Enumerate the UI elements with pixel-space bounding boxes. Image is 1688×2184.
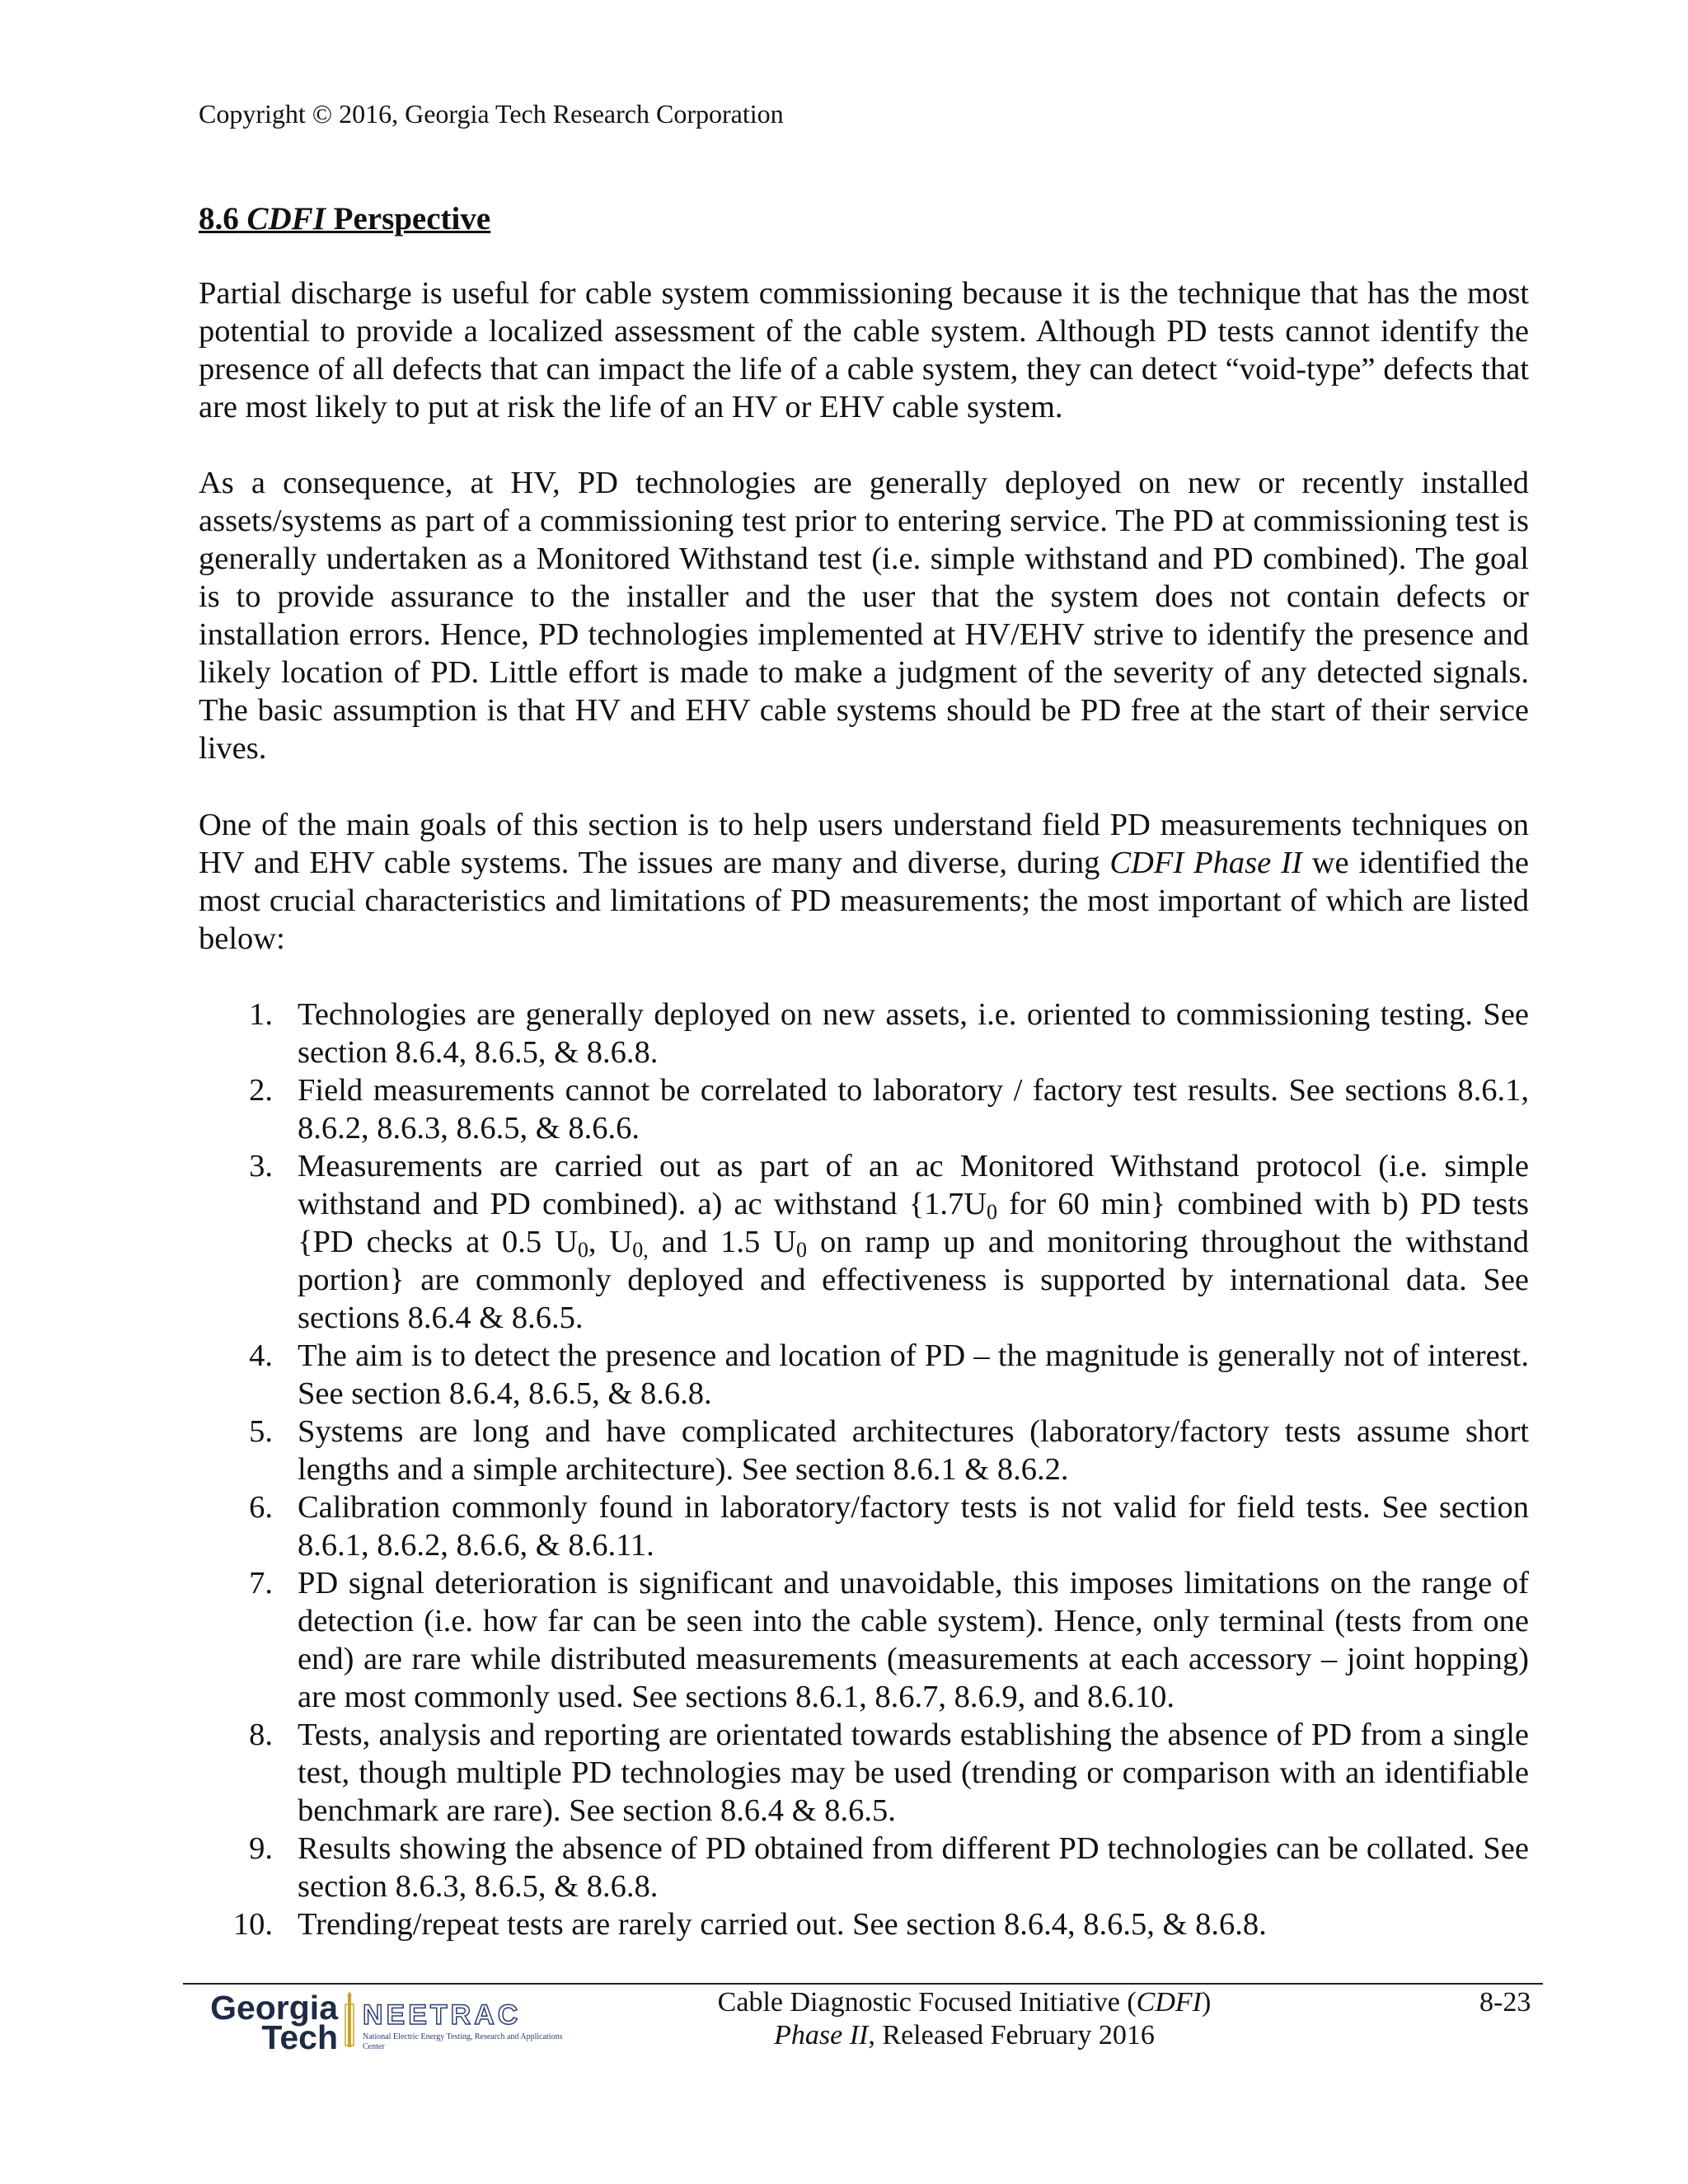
paragraph-3-italic: CDFI Phase II [1109,846,1302,880]
paragraph-3-part-b: we identified the most crucial characteristics and limitations of PD measurements; the most important of which are listed below: [199,846,1530,956]
list-item [199,1830,1529,1905]
footer-line-2 [626,2019,1302,2052]
list-number: 7. [249,1566,273,1601]
item3-part-d: and 1.5 U [648,1225,797,1259]
footer-citation [626,1986,1302,2052]
copyright-notice: Copyright © 2016, Georgia Tech Research Corporation [199,99,784,129]
limitations-list [199,996,1529,1943]
paragraph-2 [199,464,1529,767]
paragraph-3 [199,806,1529,958]
footer-line-2-b: , Released February 2016 [868,2020,1155,2050]
footer-line-2-italic: Phase II [774,2020,869,2050]
section-number: 8.6 [199,201,239,237]
paragraph-3-part-a: One of the main goals of this section is to help users understand field PD measurements techniques on HV and EHV cable systems. The issues are many and diverse, during [199,808,1529,880]
list-item-text: Results showing the absence of PD obtained from different PD technologies can be collated. See section 8.6.3, 8.6.5, & 8.6.8. [298,1831,1529,1904]
item3-part-b: for 60 min} combined with b) PD tests {PD checks at 0.5 U [298,1187,1530,1259]
list-number: 10. [232,1907,273,1942]
list-item-text: Field measurements cannot be correlated to laboratory / factory test results. See sections 8.6.1, 8.6.2, 8.6.3, 8.6.5, & 8.6.6. [298,1073,1529,1146]
section-heading [199,199,490,239]
list-item-text [298,1149,1529,1335]
footer-line-1-b: ) [1202,1987,1212,2018]
list-item [199,996,1529,1071]
list-item [199,1071,1529,1147]
list-item-text: Calibration commonly found in laboratory/factory tests is not valid for field tests. See section 8.6.1, 8.6.2, 8.6.6, & 8.6.11. [298,1490,1529,1563]
list-number: 9. [249,1831,273,1866]
list-item-text: PD signal deterioration is significant and unavoidable, this imposes limitations on the range of detection (i.e. how far can be seen into the cable system). Hence, only terminal (tests from one end) are rare while distributed measurements (measurements at each accessory – joint hopping) are most commonly used. See sections 8.6.1, 8.6.7, 8.6.9, and 8.6.10. [298,1566,1529,1714]
list-number: 5. [249,1414,273,1449]
subscript: 0 [577,1238,588,1262]
list-number: 2. [249,1073,273,1108]
list-item-text: The aim is to detect the presence and location of PD – the magnitude is generally not of interest. See section 8.6.4, 8.6.5, & 8.6.8. [298,1338,1529,1411]
logo-line-tech: Tech [261,2018,338,2056]
list-item [199,1905,1529,1943]
item3-part-a: Measurements are carried out as part of an ac Monitored Withstand protocol (i.e. simple withstand and PD combined). a) ac withstand {1.7U [298,1149,1529,1221]
subscript: 0 [987,1200,998,1224]
paragraph-2-text: As a consequence, at HV, PD technologies are generally deployed on new or recently installed assets/systems as part of a commissioning test prior to entering service. The PD at commissioning test is generally undertaken as a Monitored Withstand test (i.e. simple withstand and PD combined). The goal is to provide assurance to the installer and the user that the system does not contain defects or installation errors. Hence, PD technologies implemented at HV/EHV strive to identify the presence and likely location of PD. Little effort is made to make a judgment of the severity of any detected signals. The basic assumption is that HV and EHV cable systems should be PD free at the start of their service lives. [199,466,1529,766]
list-number: 1. [249,997,273,1032]
list-number: 3. [249,1149,273,1183]
section-title: Perspective [333,201,491,237]
list-item-text: Trending/repeat tests are rarely carried out. See section 8.6.4, 8.6.5, & 8.6.8. [298,1907,1267,1942]
footer-divider [183,1983,1543,1985]
footer-line-1-italic: CDFI [1136,1987,1202,2018]
paragraph-1-text: Partial discharge is useful for cable system commissioning because it is the technique that has the most potential to provide a localized assessment of the cable system. Although PD tests cannot identify the presence of all defects that can impact the life of a cable system, they can detect “void-type” defects that are most likely to put at risk the life of an HV or EHV cable system. [199,276,1529,424]
paragraph-3-text [199,806,1529,958]
list-number: 4. [249,1338,273,1373]
georgia-tech-logo [198,1989,338,2056]
list-item [199,1564,1529,1716]
neetrac-logo: NEETRAC [363,1999,522,2031]
item3-part-e: on ramp up and monitoring throughout the withstand portion} are commonly deployed and effectiveness is supported by international data. See sections 8.6.4 & 8.6.5. [298,1225,1529,1335]
tech-tower-icon [340,1991,359,2050]
list-item-text: Tests, analysis and reporting are orientated towards establishing the absence of PD from a single test, though multiple PD technologies may be used (trending or comparison with an identifiable benchmark are rare). See section 8.6.4 & 8.6.5. [298,1718,1529,1828]
page-number: 8-23 [1479,1987,1531,2018]
list-item-text: Technologies are generally deployed on new assets, i.e. oriented to commissioning testing. See section 8.6.4, 8.6.5, & 8.6.8. [298,997,1529,1070]
list-item [199,1716,1529,1830]
list-item [199,1337,1529,1413]
footer-line-1 [626,1986,1302,2019]
paragraph-1 [199,274,1529,426]
list-number: 8. [249,1718,273,1752]
list-item [199,1413,1529,1488]
logo-line-georgia: Georgia [210,1989,338,2027]
list-number: 6. [249,1490,273,1525]
list-item [199,1488,1529,1564]
subscript: 0 [796,1238,808,1262]
list-item [199,1147,1529,1337]
section-title-italic: CDFI [246,201,326,237]
list-item-text: Systems are long and have complicated architectures (laboratory/factory tests assume short lengths and a simple architecture). See section 8.6.1 & 8.6.2. [298,1414,1529,1487]
neetrac-subtitle: National Electric Energy Testing, Research and Applications Center [363,2032,563,2051]
subscript: 0, [632,1238,649,1262]
item3-part-c: , U [588,1225,633,1259]
footer-line-1-a: Cable Diagnostic Focused Initiative ( [717,1987,1137,2018]
